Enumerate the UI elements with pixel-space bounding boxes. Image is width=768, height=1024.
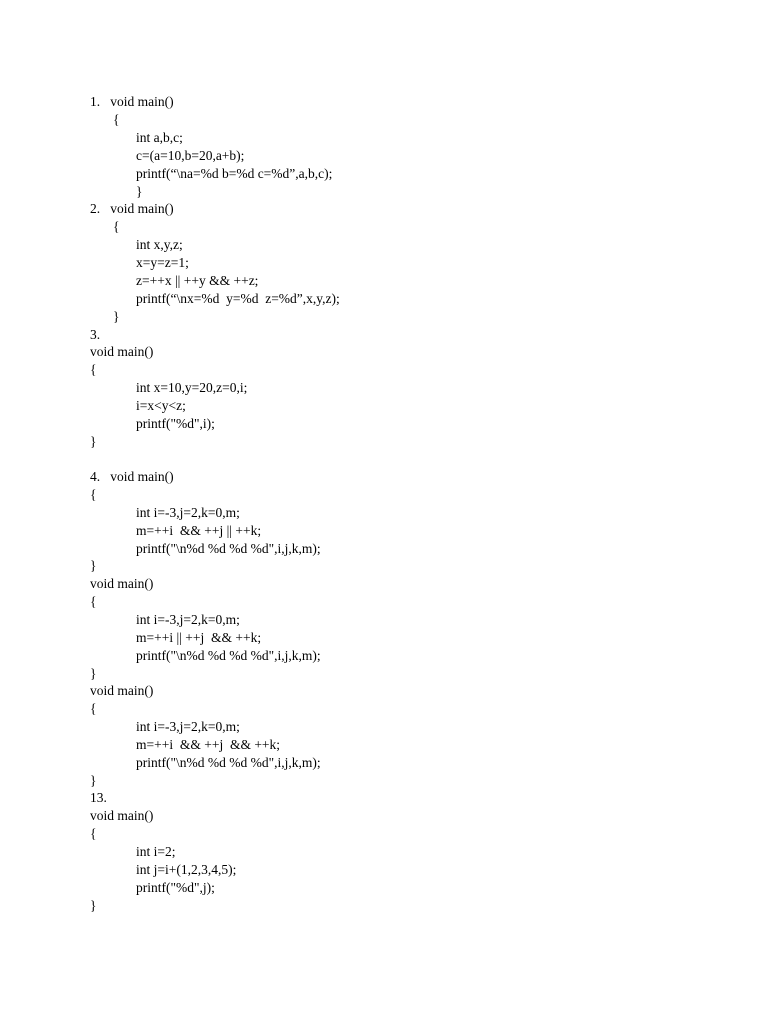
- code-line: m=++i && ++j || ++k;: [136, 523, 262, 538]
- code-line: void main(): [90, 808, 154, 823]
- code-line: 3.: [90, 327, 101, 342]
- code-line: }: [90, 773, 97, 788]
- code-line: printf("%d",i);: [136, 416, 215, 431]
- code-line: 1. void main(): [90, 94, 174, 109]
- code-line: m=++i || ++j && ++k;: [136, 630, 262, 645]
- code-line: x=y=z=1;: [136, 255, 189, 270]
- code-line: int j=i+(1,2,3,4,5);: [136, 862, 237, 877]
- code-line: int a,b,c;: [136, 130, 183, 145]
- code-line: }: [136, 184, 143, 199]
- code-line: }: [90, 558, 97, 573]
- code-line: printf("\n%d %d %d %d",i,j,k,m);: [136, 541, 321, 556]
- code-line: c=(a=10,b=20,a+b);: [136, 148, 245, 163]
- code-line: {: [90, 362, 97, 377]
- code-line: 13.: [90, 790, 107, 805]
- code-line: printf(“\nx=%d y=%d z=%d”,x,y,z);: [136, 291, 340, 306]
- code-line: z=++x || ++y && ++z;: [136, 273, 259, 288]
- code-line: printf("\n%d %d %d %d",i,j,k,m);: [136, 755, 321, 770]
- code-line: {: [113, 219, 120, 234]
- code-line: }: [90, 666, 97, 681]
- code-line: void main(): [90, 344, 154, 359]
- code-line: i=x<y<z;: [136, 398, 186, 413]
- code-line: }: [90, 898, 97, 913]
- code-line: {: [90, 701, 97, 716]
- code-line: {: [90, 487, 97, 502]
- code-line: void main(): [90, 576, 154, 591]
- code-line: 2. void main(): [90, 201, 174, 216]
- code-line: }: [90, 434, 97, 449]
- code-line: printf("%d",j);: [136, 880, 215, 895]
- code-line: printf("\n%d %d %d %d",i,j,k,m);: [136, 648, 321, 663]
- code-line: int i=-3,j=2,k=0,m;: [136, 505, 240, 520]
- code-line: int i=2;: [136, 844, 176, 859]
- code-line: int x,y,z;: [136, 237, 183, 252]
- code-line: 4. void main(): [90, 469, 174, 484]
- code-line: {: [113, 112, 120, 127]
- code-line: int x=10,y=20,z=0,i;: [136, 380, 248, 395]
- code-line: int i=-3,j=2,k=0,m;: [136, 612, 240, 627]
- code-line: {: [90, 594, 97, 609]
- code-line: {: [90, 826, 97, 841]
- code-line: printf(“\na=%d b=%d c=%d”,a,b,c);: [136, 166, 333, 181]
- code-line: }: [113, 309, 120, 324]
- code-line: void main(): [90, 683, 154, 698]
- code-line: int i=-3,j=2,k=0,m;: [136, 719, 240, 734]
- code-line: m=++i && ++j && ++k;: [136, 737, 281, 752]
